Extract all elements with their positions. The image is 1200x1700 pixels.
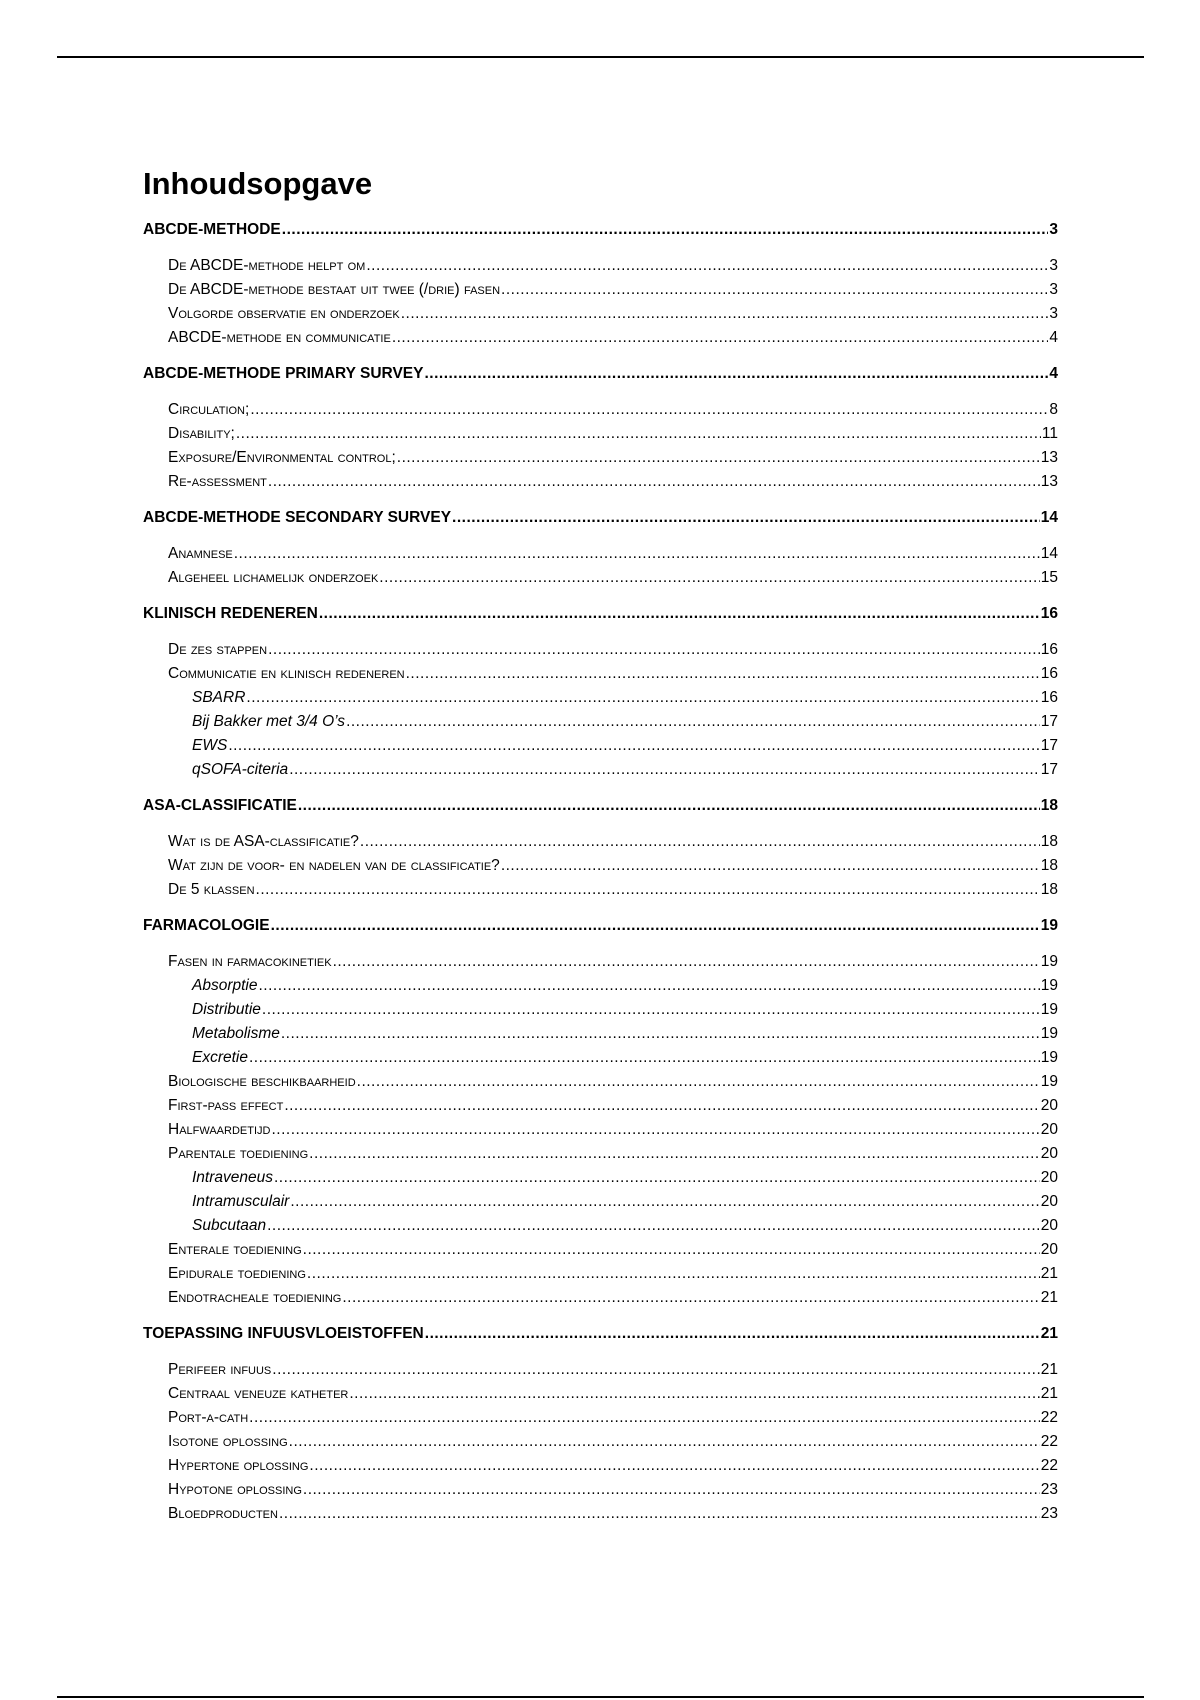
toc-entry-label: Volgorde observatie en onderzoek [168, 305, 400, 322]
dot-leader [346, 710, 1040, 734]
dot-leader [249, 1406, 1040, 1430]
dot-leader [303, 1478, 1040, 1502]
toc-entry[interactable] [143, 974, 1058, 998]
dot-leader [279, 1502, 1040, 1526]
toc-entry-page-number: 15 [1040, 569, 1058, 586]
toc-entry[interactable] [143, 326, 1058, 350]
toc-entry[interactable] [143, 1430, 1058, 1454]
dot-leader [452, 506, 1040, 530]
toc-entry-page-number: 18 [1040, 881, 1058, 898]
toc-entry[interactable] [143, 830, 1058, 854]
toc-entry[interactable] [143, 470, 1058, 494]
toc-entry-page-number: 16 [1040, 605, 1058, 622]
toc-entry[interactable] [143, 914, 1058, 938]
dot-leader [267, 1214, 1040, 1238]
toc-entry-label: TOEPASSING INFUUSVLOEISTOFFEN [143, 1325, 424, 1342]
toc-entry-label: Epidurale toediening [168, 1265, 306, 1282]
dot-leader [271, 1118, 1039, 1142]
toc-entry[interactable] [143, 254, 1058, 278]
toc-entry[interactable] [143, 1094, 1058, 1118]
toc-entry[interactable] [143, 662, 1058, 686]
toc-entry-label: Isotone oplossing [168, 1433, 288, 1450]
dot-leader [309, 1142, 1040, 1166]
toc-entry[interactable] [143, 854, 1058, 878]
toc-entry[interactable] [143, 686, 1058, 710]
toc-entry-page-number: 18 [1040, 857, 1058, 874]
toc-entry-page-number: 3 [1049, 221, 1058, 238]
toc-entry-page-number: 20 [1040, 1121, 1058, 1138]
toc-entry[interactable] [143, 710, 1058, 734]
toc-entry-label: Circulation; [168, 401, 250, 418]
dot-leader [274, 1166, 1040, 1190]
dot-leader [424, 362, 1048, 386]
toc-entry[interactable] [143, 1262, 1058, 1286]
toc-entry-page-number: 21 [1040, 1385, 1058, 1402]
dot-leader [234, 542, 1040, 566]
toc-entry-page-number: 20 [1040, 1193, 1058, 1210]
dot-leader [397, 446, 1040, 470]
toc-entry-label: Enterale toediening [168, 1241, 302, 1258]
toc-entry-label: Algeheel lichamelijk onderzoek [168, 569, 379, 586]
toc-entry-label: ABCDE-methode en communicatie [168, 329, 391, 346]
toc-entry-label: Perifeer infuus [168, 1361, 272, 1378]
toc-entry[interactable] [143, 566, 1058, 590]
toc-entry[interactable] [143, 218, 1058, 242]
toc-entry-label: ASA-CLASSIFICATIE [143, 797, 297, 814]
dot-leader [392, 326, 1049, 350]
toc-entry-page-number: 21 [1040, 1361, 1058, 1378]
toc-entry-label: SBARR [192, 689, 246, 706]
dot-leader [272, 1358, 1039, 1382]
toc-entry[interactable] [143, 602, 1058, 626]
dot-leader [319, 602, 1040, 626]
toc-entry-page-number: 19 [1040, 1049, 1058, 1066]
dot-leader [360, 830, 1040, 854]
toc-entry[interactable] [143, 362, 1058, 386]
toc-entry-page-number: 19 [1040, 1073, 1058, 1090]
toc-entry[interactable] [143, 446, 1058, 470]
toc-entry-label: De zes stappen [168, 641, 268, 658]
toc-entry[interactable] [143, 1454, 1058, 1478]
toc-entry-page-number: 21 [1040, 1289, 1058, 1306]
dot-leader [406, 662, 1040, 686]
toc-entry-page-number: 14 [1040, 545, 1058, 562]
toc-entry-page-number: 16 [1040, 665, 1058, 682]
dot-leader [262, 998, 1040, 1022]
toc-entry-label: Halfwaardetijd [168, 1121, 271, 1138]
toc-entry[interactable] [143, 878, 1058, 902]
toc-entry-label: Endotracheale toediening [168, 1289, 342, 1306]
toc-entry-label: Distributie [192, 1001, 261, 1018]
dot-leader [284, 1094, 1039, 1118]
dot-leader [250, 398, 1048, 422]
toc-entry-page-number: 20 [1040, 1097, 1058, 1114]
dot-leader [379, 566, 1039, 590]
toc-entry-page-number: 21 [1040, 1265, 1058, 1282]
toc-entry-label: qSOFA-citeria [192, 761, 289, 778]
page-title: Inhoudsopgave [143, 166, 373, 201]
dot-leader [501, 278, 1048, 302]
toc-entry[interactable] [143, 1406, 1058, 1430]
toc-entry-label: Fasen in farmacokinetiek [168, 953, 332, 970]
toc-entry[interactable] [143, 398, 1058, 422]
toc-entry-label: KLINISCH REDENEREN [143, 605, 318, 622]
toc-entry-page-number: 23 [1040, 1481, 1058, 1498]
toc-entry-label: Excretie [192, 1049, 248, 1066]
toc-entry-page-number: 13 [1040, 473, 1058, 490]
dot-leader [228, 734, 1039, 758]
dot-leader [401, 302, 1049, 326]
toc-entry-label: Biologische beschikbaarheid [168, 1073, 356, 1090]
toc-entry[interactable] [143, 1502, 1058, 1526]
dot-leader [289, 1430, 1040, 1454]
toc-entry-page-number: 20 [1040, 1241, 1058, 1258]
toc-entry-label: Port-a-cath [168, 1409, 249, 1426]
toc-entry-page-number: 19 [1040, 977, 1058, 994]
toc-entry-label: Wat zijn de voor- en nadelen van de classificatie? [168, 857, 500, 874]
toc-entry[interactable] [143, 422, 1058, 446]
toc-entry-label: ABCDE-METHODE SECONDARY SURVEY [143, 509, 452, 526]
dot-leader [290, 1190, 1039, 1214]
toc-entry-page-number: 4 [1049, 365, 1058, 382]
toc-entry-page-number: 19 [1040, 1025, 1058, 1042]
dot-leader [342, 1286, 1039, 1310]
toc-entry-page-number: 21 [1040, 1325, 1058, 1342]
dot-leader [289, 758, 1040, 782]
toc-entry-page-number: 18 [1040, 833, 1058, 850]
dot-leader [268, 470, 1040, 494]
toc-entry-page-number: 3 [1049, 281, 1058, 298]
toc-entry-label: Metabolisme [192, 1025, 280, 1042]
toc-entry-label: First-pass effect [168, 1097, 284, 1114]
toc-entry[interactable] [143, 1382, 1058, 1406]
toc-entry[interactable] [143, 1322, 1058, 1346]
toc-entry[interactable] [143, 734, 1058, 758]
toc-entry-label: Bij Bakker met 3/4 O’s [192, 713, 346, 730]
dot-leader [271, 914, 1040, 938]
toc-entry-label: Centraal veneuze katheter [168, 1385, 349, 1402]
toc-entry-page-number: 22 [1040, 1457, 1058, 1474]
toc-entry[interactable] [143, 542, 1058, 566]
toc-entry-page-number: 3 [1049, 305, 1058, 322]
toc-entry[interactable] [143, 1286, 1058, 1310]
toc-entry-page-number: 11 [1041, 425, 1058, 442]
toc-entry[interactable] [143, 1022, 1058, 1046]
toc-entry[interactable] [143, 1166, 1058, 1190]
table-of-contents [143, 218, 1058, 1526]
toc-entry-label: Absorptie [192, 977, 258, 994]
toc-entry-label: Exposure/Environmental control; [168, 449, 396, 466]
dot-leader [501, 854, 1040, 878]
toc-entry-label: Re-assessment [168, 473, 267, 490]
toc-entry-label: EWS [192, 737, 228, 754]
toc-entry-page-number: 8 [1049, 401, 1058, 418]
toc-entry-page-number: 20 [1040, 1217, 1058, 1234]
toc-entry-page-number: 18 [1040, 797, 1058, 814]
dot-leader [298, 794, 1040, 818]
toc-entry[interactable] [143, 1118, 1058, 1142]
toc-entry-page-number: 20 [1040, 1145, 1058, 1162]
dot-leader [307, 1262, 1040, 1286]
toc-entry-page-number: 19 [1040, 1001, 1058, 1018]
toc-entry[interactable] [143, 1046, 1058, 1070]
toc-entry-label: Anamnese [168, 545, 233, 562]
dot-leader [425, 1322, 1040, 1346]
dot-leader [333, 950, 1040, 974]
header-rule [57, 56, 1144, 58]
toc-entry-page-number: 16 [1040, 641, 1058, 658]
toc-entry-page-number: 17 [1040, 761, 1058, 778]
toc-entry-page-number: 22 [1040, 1433, 1058, 1450]
toc-entry[interactable] [143, 506, 1058, 530]
toc-entry[interactable] [143, 794, 1058, 818]
toc-entry-page-number: 3 [1049, 257, 1058, 274]
toc-entry-page-number: 19 [1040, 953, 1058, 970]
dot-leader [246, 686, 1039, 710]
dot-leader [236, 422, 1041, 446]
toc-entry-page-number: 16 [1040, 689, 1058, 706]
toc-entry-page-number: 13 [1040, 449, 1058, 466]
footer-rule [57, 1696, 1144, 1698]
toc-entry-label: Parentale toediening [168, 1145, 309, 1162]
dot-leader [357, 1070, 1040, 1094]
toc-entry-label: ABCDE-METHODE [143, 221, 281, 238]
toc-entry-label: Wat is de ASA-classificatie? [168, 833, 359, 850]
toc-entry[interactable] [143, 1070, 1058, 1094]
toc-entry-label: Hypotone oplossing [168, 1481, 302, 1498]
toc-entry-label: Intramusculair [192, 1193, 290, 1210]
toc-entry[interactable] [143, 1478, 1058, 1502]
toc-entry-page-number: 17 [1040, 737, 1058, 754]
toc-entry-label: De 5 klassen [168, 881, 255, 898]
toc-entry[interactable] [143, 278, 1058, 302]
toc-entry-page-number: 17 [1040, 713, 1058, 730]
toc-entry[interactable] [143, 1190, 1058, 1214]
toc-entry-label: Disability; [168, 425, 235, 442]
toc-entry-page-number: 22 [1040, 1409, 1058, 1426]
toc-entry-page-number: 4 [1049, 329, 1058, 346]
toc-entry[interactable] [143, 1358, 1058, 1382]
toc-entry-page-number: 23 [1040, 1505, 1058, 1522]
dot-leader [281, 1022, 1040, 1046]
dot-leader [268, 638, 1040, 662]
toc-entry-page-number: 14 [1040, 509, 1058, 526]
toc-entry[interactable] [143, 950, 1058, 974]
dot-leader [309, 1454, 1039, 1478]
dot-leader [349, 1382, 1039, 1406]
dot-leader [366, 254, 1048, 278]
dot-leader [282, 218, 1049, 242]
toc-entry[interactable] [143, 1142, 1058, 1166]
toc-entry-label: Hypertone oplossing [168, 1457, 309, 1474]
toc-entry[interactable] [143, 758, 1058, 782]
dot-leader [258, 974, 1039, 998]
toc-entry-label: De ABCDE-methode helpt om [168, 257, 366, 274]
toc-entry-label: Bloedproducten [168, 1505, 278, 1522]
toc-entry-page-number: 19 [1040, 917, 1058, 934]
toc-entry-label: Subcutaan [192, 1217, 267, 1234]
toc-entry-label: De ABCDE-methode bestaat uit twee (/drie) fasen [168, 281, 501, 298]
toc-entry[interactable] [143, 1238, 1058, 1262]
toc-entry[interactable] [143, 998, 1058, 1022]
toc-entry[interactable] [143, 302, 1058, 326]
toc-entry-label: ABCDE-METHODE PRIMARY SURVEY [143, 365, 424, 382]
toc-entry-label: Communicatie en klinisch redeneren [168, 665, 405, 682]
dot-leader [256, 878, 1040, 902]
toc-entry-page-number: 20 [1040, 1169, 1058, 1186]
toc-entry[interactable] [143, 1214, 1058, 1238]
dot-leader [249, 1046, 1040, 1070]
dot-leader [303, 1238, 1040, 1262]
toc-entry-label: Intraveneus [192, 1169, 273, 1186]
toc-entry-label: FARMACOLOGIE [143, 917, 270, 934]
toc-entry[interactable] [143, 638, 1058, 662]
